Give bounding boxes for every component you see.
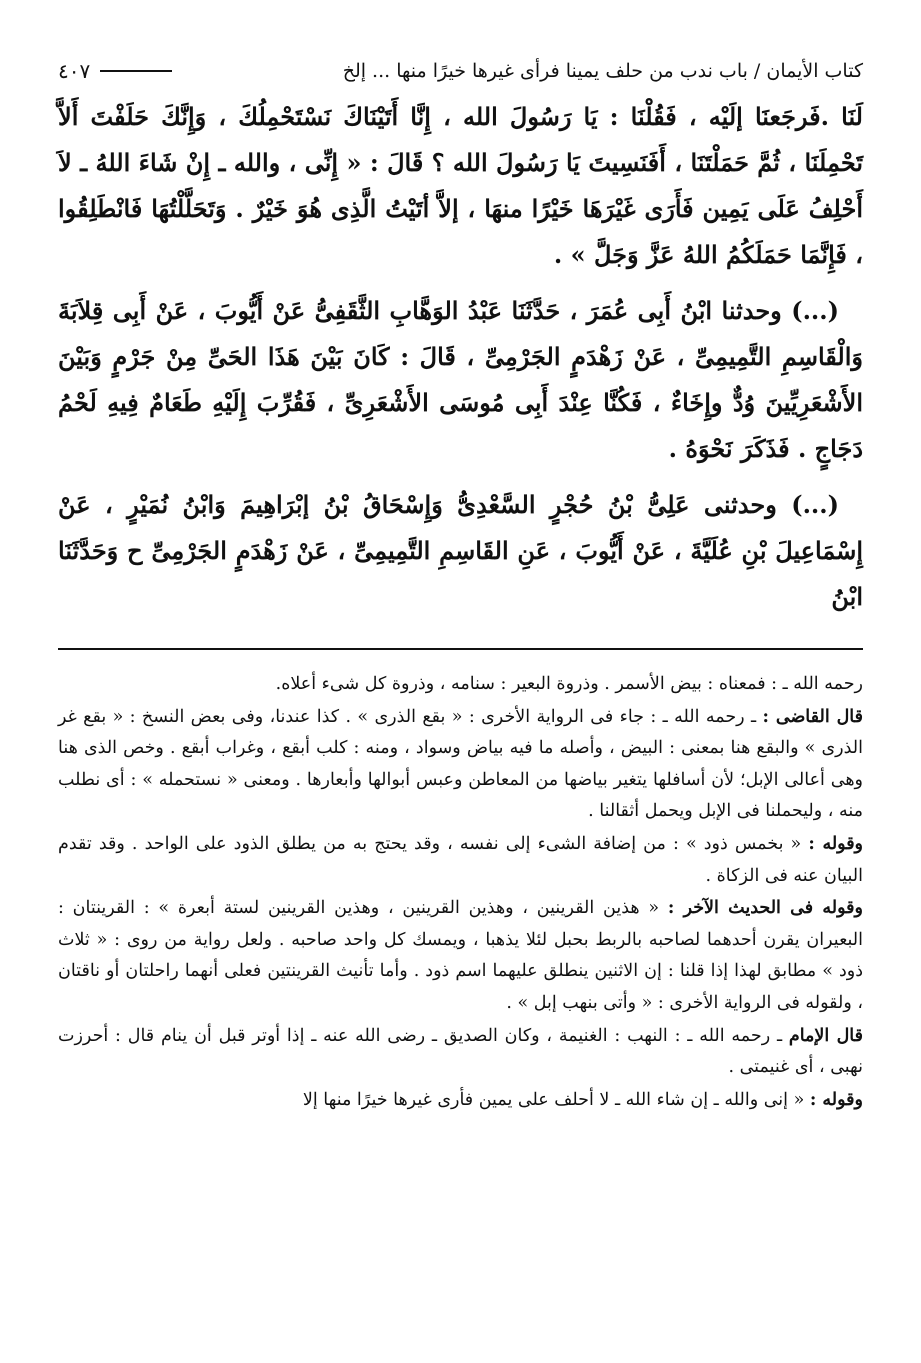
commentary-notes bbox=[58, 668, 863, 1116]
hadith-paragraph: لَنَا .فَرجَعنَا إلَيْه ، فَقُلْنَا : يَا رَسُولَ الله ، إِنَّا أَتَيْنَاكَ نَسْتَحْمِلُكَ ، وَإِنَّكَ حَلَفْتَ أَلاَّ تَحْمِلَنَا ، ثُمَّ حَمَلْتَنَا ، أَفَنَسِيتَ يَا رَسُولَ الله ؟ قَالَ : « إِنِّى ، والله ـ إِنْ شَاءَ اللهُ ـ لاَ أَحْلِفُ عَلَى يَمِين فَأَرَى غَيْرَهَا خَيْرًا منهَا ، إلاَّ أتَيْتُ الَّذِى هُوَ خَيْرٌ . وَتَحَلَّلْتُهَا فَانْطَلِقُوا ، فَإِنَّمَا حَمَلَكُمُ اللهُ عَزَّ وَجَلَّ » . bbox=[58, 102, 864, 269]
commentary-text: « بخمس ذود » : من إضافة الشىء إلى نفسه ، وقد يحتج به من يطلق الذود على الواحد . وقد تقدم البيان عنه فى الزكاة . bbox=[58, 833, 863, 886]
hadith-paragraph: (...) وحدثنا ابْنُ أَبِى عُمَرَ ، حَدَّثَنَا عَبْدُ الوَهَّابِ الثَّقَفِىُّ عَنْ أَيُّوبَ ، عَنْ أَبِى قِلاَبَةَ وَالْقَاسِمِ التَّمِيمِىِّ ، عَنْ زَهْدَمٍ الجَرْمِىِّ ، قَالَ : كَانَ بَيْنَ هَذَا الحَىِّ مِنْ جَرْمٍ وَبَيْنَ الأَشْعَرِيِّينَ وُدٌّ وإِخَاءٌ ، فَكُنَّا عِنْدَ أَبِى مُوسَى الأَشْعَرِىِّ ، فَقُرِّبَ إِلَيْهِ طَعَامٌ فِيهِ لَحْمُ دَجَاجٍ . فَذَكَرَ نَحْوَهُ . bbox=[58, 296, 863, 463]
commentary-text: رحمه الله ـ : فمعناه : بيض الأسمر . وذروة البعير : سنامه ، وذروة كل شىء أعلاه. bbox=[275, 674, 863, 694]
commentary-lead: قال الإمام bbox=[788, 1025, 863, 1046]
commentary-lead: وقوله فى الحديث الآخر : bbox=[667, 898, 863, 919]
commentary-paragraph bbox=[58, 829, 863, 892]
commentary-paragraph bbox=[58, 893, 863, 1019]
running-head-title: كتاب الأيمان / باب ندب من حلف يمينا فرأى غيرها خيرًا منها ... إلخ bbox=[342, 60, 863, 82]
commentary-text: « هذين القرينين ، وهذين القرينين ، وهذين القرينين لستة أبعرة » : القرينتان : البعيران يقرن أحدهما لصاحبه بالربط بحبل لئلا يذهبا ، ويمسك كل واحد صاحبه . ولعل رواية من روى : « ثلاث ذود » مطابق لهذا إذا قلنا : إن الاثنين ينطلق عليهما اسم ذود . وأما تأنيث القرينتين فعلى أنهما راحلتان أو ناقتان ، ولقوله فى الرواية الأخرى : « وأتى بنهب إبل » . bbox=[58, 898, 863, 1013]
footnote-divider bbox=[58, 648, 863, 650]
commentary-lead: وقوله : bbox=[809, 1089, 863, 1110]
hadith-paragraph: (...) وحدثنى عَلِىُّ بْنُ حُجْرٍ السَّعْدِىُّ وَإِسْحَاقُ بْنُ إبْرَاهِيمَ وَابْنُ نُمَيْرٍ ، عَنْ إِسْمَاعِيلَ بْنِ عُلَيَّةَ ، عَنْ أَيُّوبَ ، عَنِ القَاسِمِ التَّمِيمِىِّ ، عَنْ زَهْدَمٍ الجَرْمِىِّ ح وَحَدَّثَنَا ابْنُ bbox=[58, 490, 864, 611]
commentary-text: « إنى والله ـ إن شاء الله ـ لا أحلف على يمين فأرى غيرها خيرًا منها إلا bbox=[302, 1089, 810, 1110]
commentary-text: ـ رحمه الله ـ : النهب : الغنيمة ، وكان الصديق ـ رضى الله عنه ـ إذا أوتر قبل أن ينام قال : أحرزت نهبى ، أى غنيمتى . bbox=[58, 1025, 863, 1078]
hadith-text bbox=[58, 94, 863, 620]
page-number: ٤٠٧ bbox=[58, 59, 91, 83]
commentary-paragraph bbox=[58, 1085, 863, 1117]
page-number-group bbox=[58, 59, 182, 83]
commentary-text: ـ رحمه الله ـ : جاء فى الرواية الأخرى : « بقع الذرى » . كذا عندنا، وفى بعض النسخ : « بقع غر الذرى » والبقع هنا بمعنى : البيض ، وأصله ما فيه بياض وسواد ، ومنه : كلب أبقع ، وغراب أبقع . وخص الذى هنا وهى أعالى الإبل؛ لأن أسافلها يتغير بياضها من المعاطن وعبس أبوالها وأبعارها . ومعنى « نستحمله » : أى نطلب منه ، وليحملنا فى الإبل ويحمل أثقالنا . bbox=[58, 706, 864, 822]
commentary-paragraph bbox=[58, 1021, 863, 1084]
running-head-title-group bbox=[343, 60, 863, 82]
commentary-paragraph bbox=[58, 669, 863, 701]
commentary-lead: وقوله : bbox=[808, 833, 864, 854]
commentary-paragraph bbox=[58, 702, 863, 828]
commentary-lead: قال القاضى : bbox=[762, 706, 863, 727]
header-rule bbox=[100, 70, 172, 72]
running-head bbox=[58, 54, 863, 88]
